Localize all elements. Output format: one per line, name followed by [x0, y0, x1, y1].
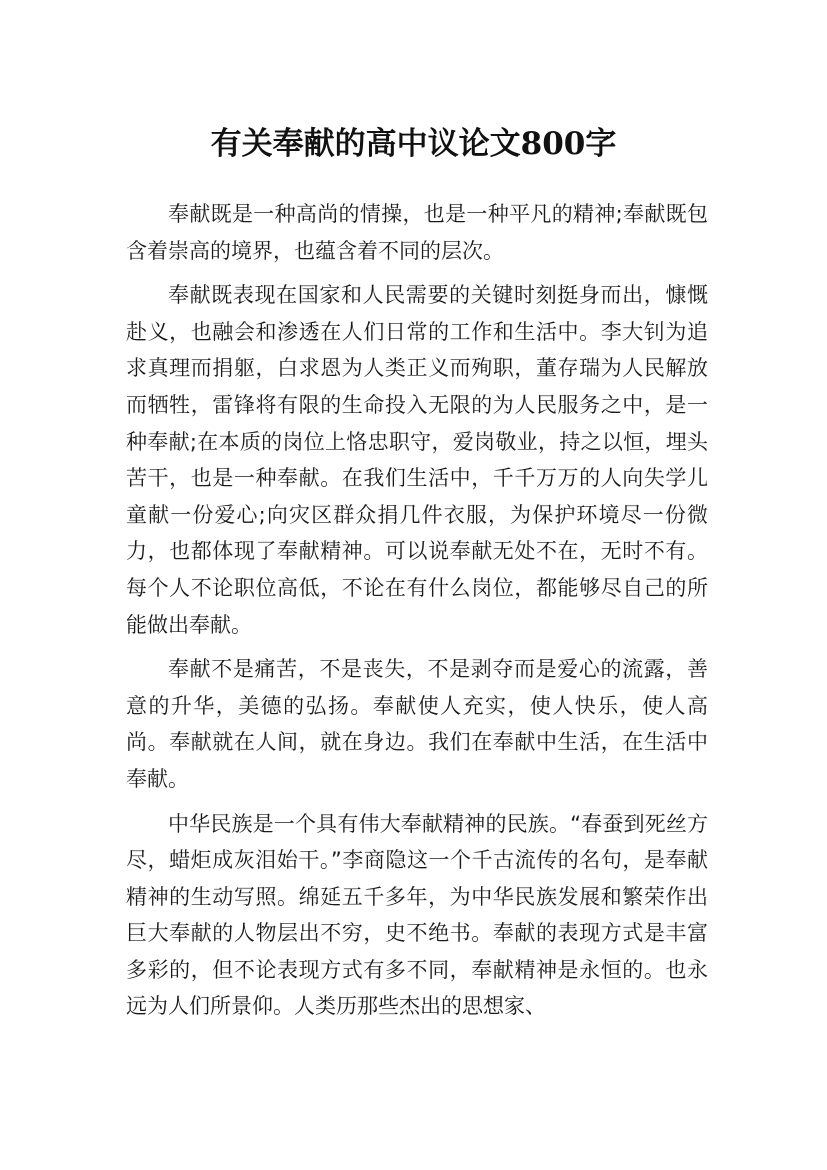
paragraph-2: 奉献既表现在国家和人民需要的关键时刻挺身而出，慷慨赴义，也融会和渗透在人们日常的工作和生活中。李大钊为追求真理而捐躯，白求恩为人类正义而殉职，董存瑞为人民解放而牺牲，雷锋将有限的生命投入无限的为人民服务之中，是一种奉献;在本质的岗位上恪忠职守，爱岗敬业，持之以恒，埋头苦干，也是一种奉献。在我们生活中，千千万万的人向失学儿童献一份爱心;向灾区群众捐几件衣服，为保护环境尽一份微力，也都体现了奉献精神。可以说奉献无处不在，无时不有。每个人不论职位高低，不论在有什么岗位，都能够尽自己的所能做出奉献。 — [126, 283, 708, 637]
document-title: 有关奉献的高中议论文800字 — [210, 125, 617, 162]
paragraph-4: 中华民族是一个具有伟大奉献精神的民族。“春蚕到死丝方尽，蜡炬成灰泪始干。”李商隐这一个千古流传的名句，是奉献精神的生动写照。绵延五千多年，为中华民族发展和繁荣作出巨大奉献的人物层出不穷，史不绝书。奉献的表现方式是丰富多彩的，但不论表现方式有多不同，奉献精神是永恒的。也永远为人们所景仰。人类历那些杰出的思想家、 — [126, 811, 708, 1019]
paragraph-1: 奉献既是一种高尚的情操，也是一种平凡的精神;奉献既包含着崇高的境界，也蕴含着不同的层次。 — [126, 202, 708, 263]
document-body — [126, 196, 708, 1033]
paragraph-3: 奉献不是痛苦，不是丧失，不是剥夺而是爱心的流露，善意的升华，美德的弘扬。奉献使人充实，使人快乐，使人高尚。奉献就在人间，就在身边。我们在奉献中生活，在生活中奉献。 — [126, 657, 708, 791]
